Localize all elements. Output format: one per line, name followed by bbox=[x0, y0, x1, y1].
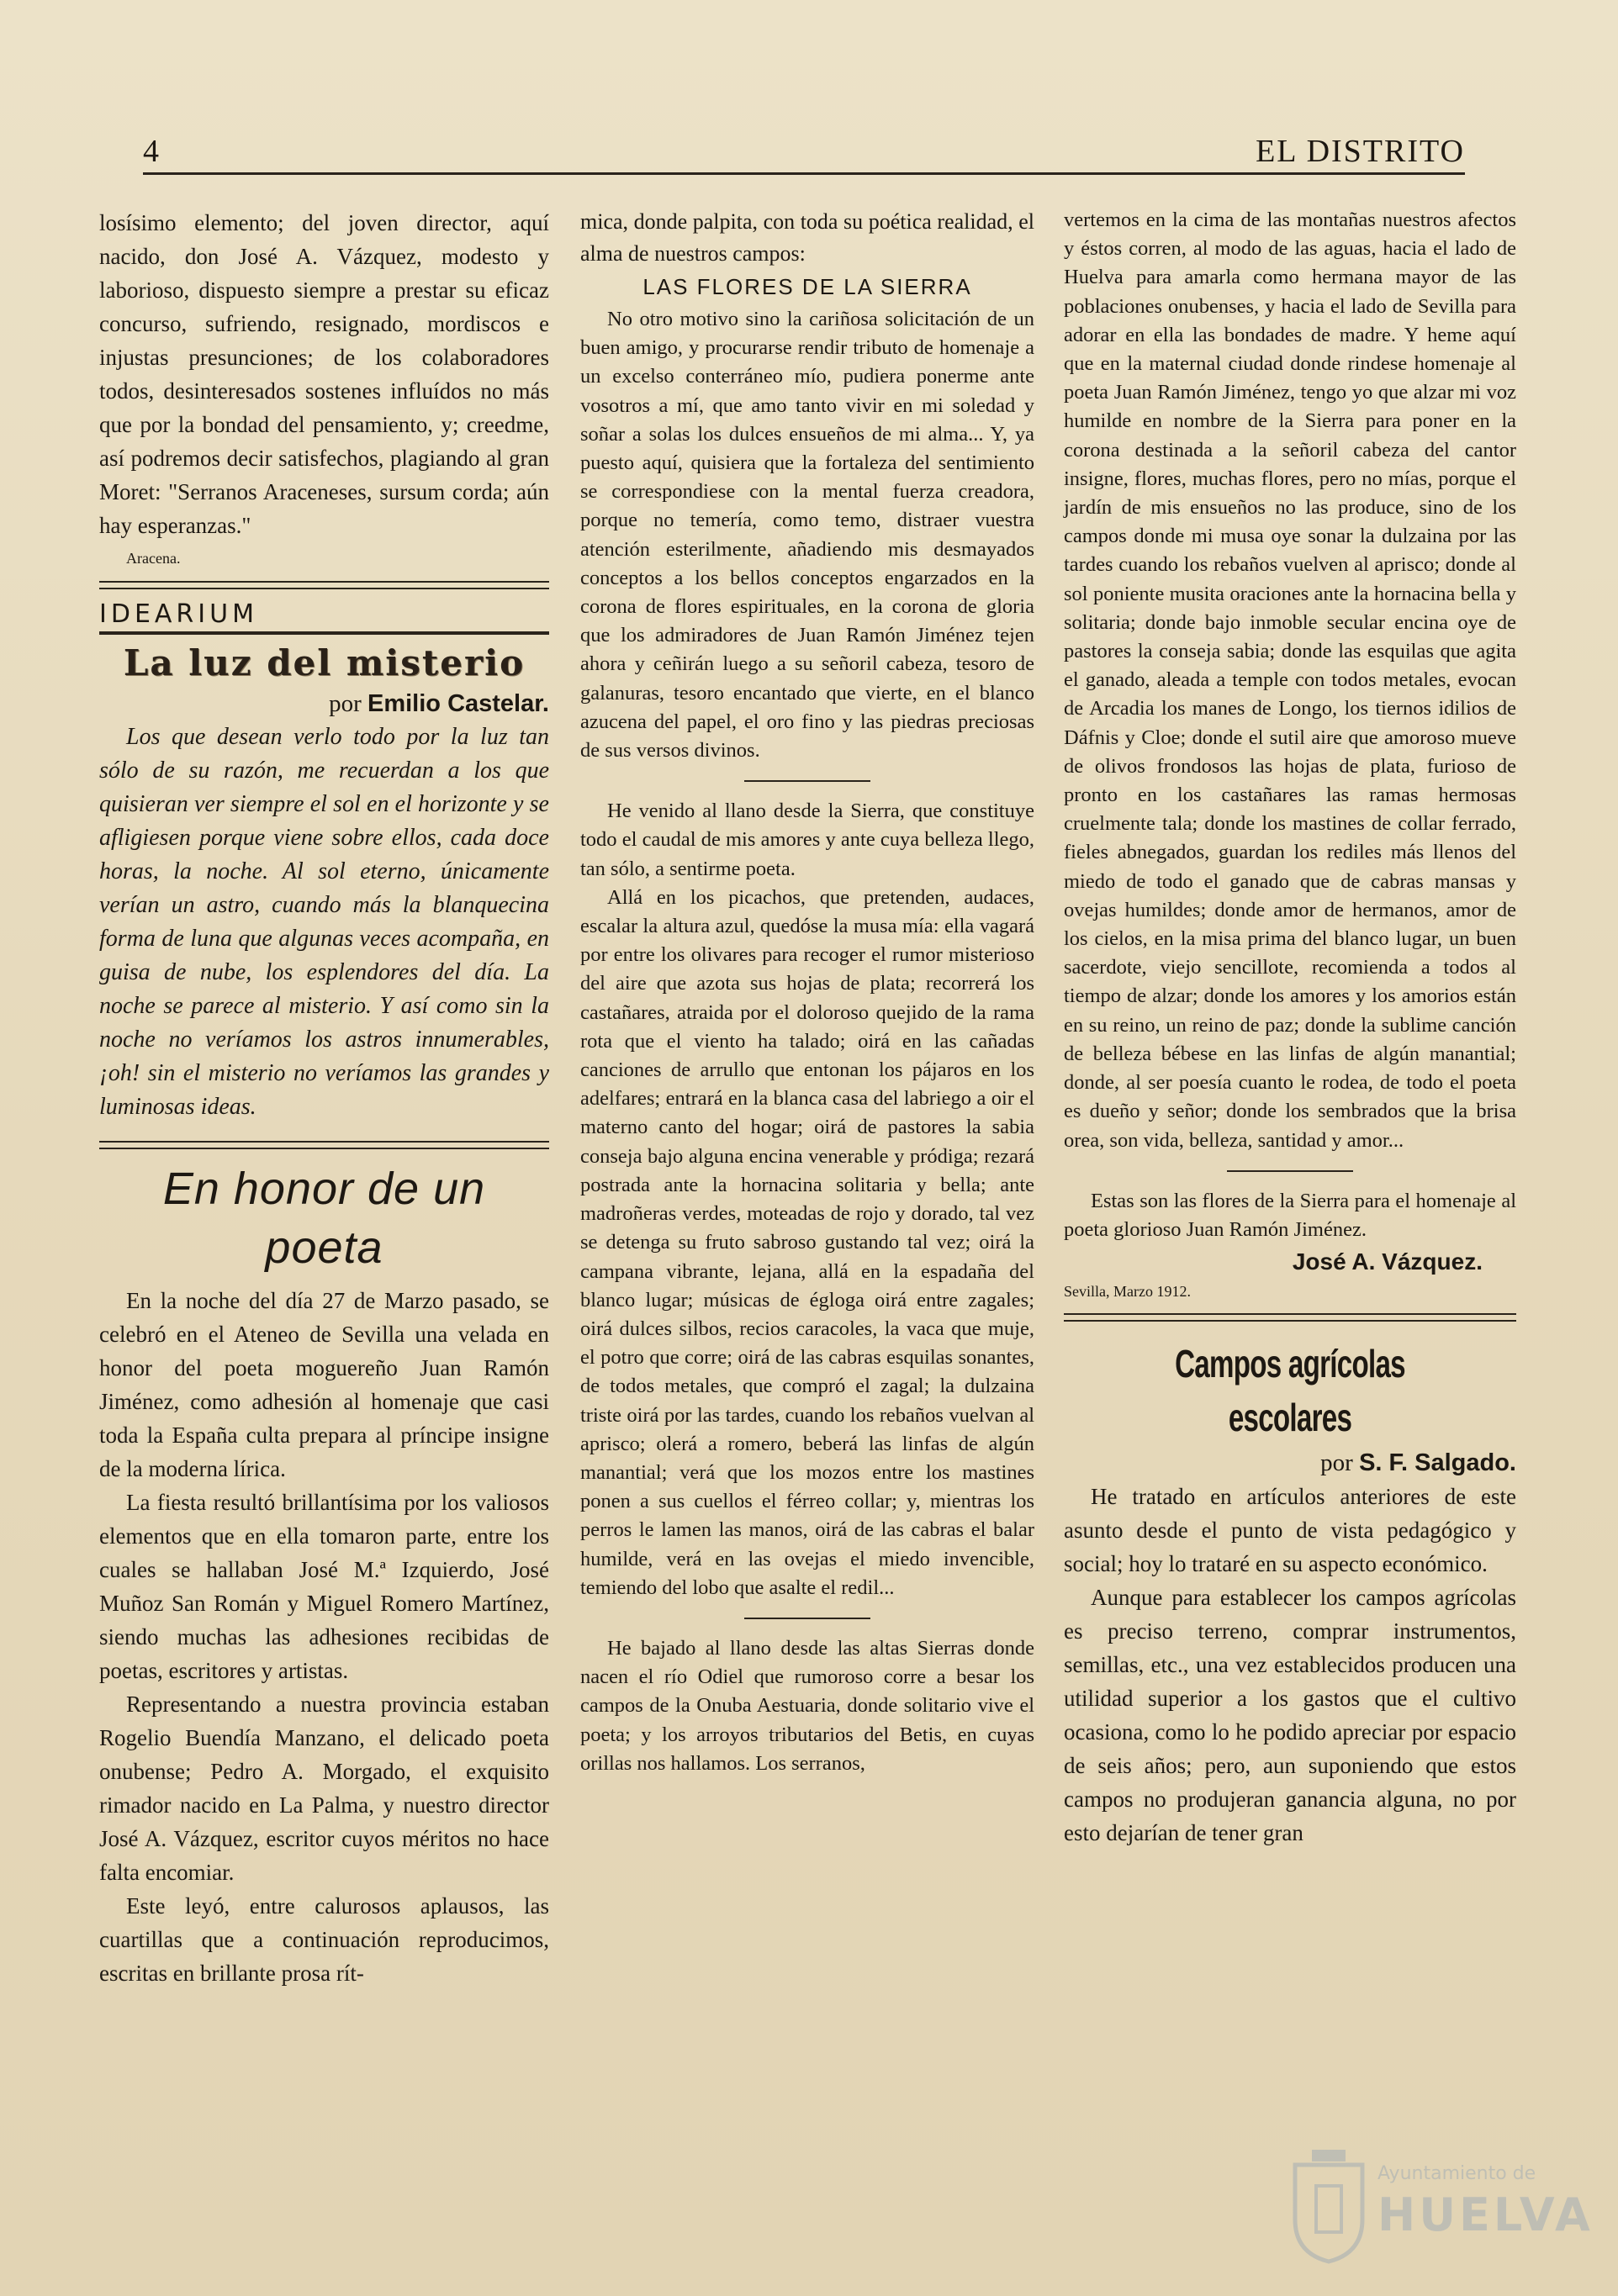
campos-paragraph: Aunque para establecer los campos agrícolas es preciso terreno, comprar instrumentos, semillas, etc., una vez establecidos producen una utilidad superior a los gastos que el cultivo ocasiona, como lo he podido apreciar por espacio de seis años; pero, aun suponiendo que estos campos no produjeran ganancia alguna, no por esto dejarían de tener gran bbox=[1064, 1585, 1516, 1846]
honor-paragraph: En la noche del día 27 de Marzo pasado, se celebró en el Ateneo de Sevilla una velada en honor del poeta moguereño Juan Ramón Jiménez, como adhesión al homenaje que casi toda la España culta prepara al príncipe insigne de la moderna lírica. bbox=[99, 1288, 549, 1481]
honor-paragraph: Representando a nuestra provincia estaban Rogelio Buendía Manzano, el delicado poeta onubense; Pedro A. Morgado, el exquisito rimador nacido en La Palma, y nuestro director José A. Vázquez, escritor cuyos méritos no hace falta encomiar. bbox=[99, 1692, 549, 1885]
byline-author: Emilio Castelar. bbox=[367, 690, 549, 717]
section-divider bbox=[99, 1141, 549, 1149]
idearium-byline bbox=[99, 687, 549, 720]
header-rule bbox=[143, 172, 1465, 175]
short-separator bbox=[744, 780, 870, 782]
coat-of-arms-icon bbox=[1287, 2140, 1371, 2266]
col1-intro-paragraph: losísimo elemento; del joven director, aquí nacido, don José A. Vázquez, modesto y laborioso, dispuesto siempre a prestar su eficaz concurso, sufriendo, resignado, mordiscos e injustas presunciones; de los colaboradores todos, desinteresados sostenes influídos no más que por la bondad del pensamiento, y; creedme, así podremos decir satisfechos, plagiando al gran Moret: "Serranos Araceneses, sursum corda; aún hay esperanzas." bbox=[99, 210, 549, 538]
section-divider bbox=[1064, 1313, 1516, 1322]
short-separator bbox=[1227, 1170, 1353, 1172]
column-3 bbox=[1064, 206, 1516, 1850]
flores-continuation: vertemos en la cima de las montañas nuestros afectos y éstos corren, al modo de las aguas, hacia el lado de Huelva para amarla como hermana mayor de las poblaciones onubenses, y hacia el lado de Sevilla para adorar en ella las bondades de madre. Y heme aquí que en la maternal ciudad donde rindese homenaje al poeta Juan Ramón Jiménez, tengo yo que alzar mi voz humilde en nombre de la Sierra para poner en la corona destinada a la señoril cabeza del cantor insigne, flores, muchas flores, pero no mías, porque el jardín de mis ensueños no las produce, sino de los campos donde mi musa oye sonar la dulzaina por las tardes cuando los rebaños vuelven al aprisco; donde al sol poniente musita oraciones ante la hornacina bella y solitaria; donde bajo inmoble secular encina oye de pastores la conseja sabia; donde las esquilas que agita el ganado, aleada a temple con todos metales, evocan de Arcadia los manes de Longo, los tiernos idilios de Dáfnis y Cloe; donde el sutil aire que amoroso mueve de olivos frondosos las hojas de plata, furioso de pronto en los castañares las ramas hermosas cruelmente tala; donde los mastines de collar ferrado, fieles abnegados, guardan los rediles más llenos del miedo de todo el ganado que de cabras mansas y ovejas humildes; donde amor de hermanos, amor de los cielos, en la misa prima del blanco lugar, un buen sacerdote, viejo sencillote, recomienda a todos al tiempo de alzar; donde los amores y los amorios están en su reino, un reino de paz; donde la sublime canción de belleza bébese en las linfas de algún manantial; donde, al ser poesía cuanto le rodea, de todo el poeta es dueño y señor; donde los sembrados que la brisa orea, son vida, belleza, santidad y amor... bbox=[1064, 208, 1516, 1152]
section-divider bbox=[99, 581, 549, 589]
campos-paragraph: He tratado en artículos anteriores de este asunto desde el punto de vista pedagógico y social; hoy lo trataré en su aspecto económico. bbox=[1064, 1484, 1516, 1577]
watermark-label: Ayuntamiento de bbox=[1377, 2163, 1536, 2184]
short-separator bbox=[744, 1618, 870, 1619]
page-number: 4 bbox=[143, 134, 159, 169]
archive-watermark bbox=[1287, 2140, 1594, 2266]
column-1 bbox=[99, 206, 549, 1990]
idearium-label: IDEARIUM bbox=[99, 599, 258, 629]
byline-por: por bbox=[329, 690, 362, 717]
byline-por: por bbox=[1320, 1449, 1353, 1477]
honor-paragraph: Este leyó, entre calurosos aplausos, las cuartillas que a continuación reproducimos, escritas en brillante prosa rít- bbox=[99, 1893, 549, 1986]
flores-title: LAS FLORES DE LA SIERRA bbox=[642, 274, 972, 299]
column-2 bbox=[580, 206, 1034, 1778]
page-header bbox=[143, 133, 1465, 169]
flores-paragraph: He venido al llano desde la Sierra, que constituye todo el caudal de mis amores y ante cuya belleza llego, tan sólo, a sentirme poeta. bbox=[580, 800, 1034, 880]
place-date: Sevilla, Marzo 1912. bbox=[1064, 1283, 1191, 1301]
byline-author: S. F. Salgado. bbox=[1359, 1449, 1516, 1477]
honor-title: En honor de un poeta bbox=[162, 1164, 486, 1273]
idearium-text: Los que desean verlo todo por la luz tan sólo de su razón, me recuerdan a los que quisieran ver siempre el sol en el horizonte y se afligiesen porque viene sobre ellos, cada doce horas, la noche. Al sol eterno, únicamente verían un astro, cuando más la blanquecina forma de luna que algunas veces acompaña, en guisa de nube, los esplendores del día. La noche se parece al misterio. Y así como sin la noche no veríamos los astros innumerables, ¡oh! sin el misterio no veríamos las grandes y luminosas ideas. bbox=[99, 724, 549, 1120]
flores-paragraph: Allá en los picachos, que pretenden, audaces, escalar la altura azul, quedóse la musa mía: ella vagará por entre los olivares para recoger el rumor misterioso del aire que azota sus hojas de plata; recorrerá los castañares, atraida por el doloroso quejido de la rama rota que el viento ha talado; oirá en las cañadas canciones de arrullo que entonan los pájaros en los adelfares; entrará en la blanca casa del labriego a oir el materno canto del hogar; oirá de pastores la sabia conseja bajo alguna encina venerable y pródiga; rezará postrada ante la hornacina solitaria y bella; ante madroñeras verdes, moteadas de rojo y dorado, tal vez se detenga su fruto sabroso gustando tal vez; oirá la campana vibrante, lejana, allá en la espadaña del blanco lugar; músicas de égloga oirá entre zagales; oirá dulces silbos, recios caracoles, la vaca que muje, el potro que corre; oirá de las cabras esquilas sonantes, de todos metales, que compró el zagal; la dulzaina triste oirá por las tardes, cuando los rebaños vuelvan al aprisco; olerá a romero, beberá las linfas de algún manantial; verá que los mozos entre los mastines ponen a sus cuellos el férreo collar; y, mientras los perros le lamen las manos, oirá de las cabras el balar humilde, verá en las ovejas el miedo invencible, temiendo del lobo que asalte el redil... bbox=[580, 885, 1034, 1599]
newspaper-name: EL DISTRITO bbox=[1256, 134, 1465, 169]
author-signature: José A. Vázquez. bbox=[1292, 1248, 1483, 1275]
flores-paragraph: No otro motivo sino la cariñosa solicitación de un buen amigo, y procurarse rendir tributo de homenaje a un excelso conterráneo mío, pudiera ponerme ante vosotros a mí, que amo tanto vivir en mi soledad y soñar a solas los dulces ensueños de mi alma... Y, ya puesto aquí, quisiera que la fortaleza del sentimiento se correspondiese con la mental fuerza creadora, porque no temería, como temo, distraer vuestra atención esterilmente, añadiendo mis desmayados conceptos a los bellos conceptos engarzados en la corona de flores espirituales, en la corona de gloria que los admiradores de Juan Ramón Jiménez tejen ahora y ceñirán luego a su señoril cabeza, tesoro de galanuras, tesoro encantado que vierte, en el blanco azucena del papel, el oro fino y las piedras preciosas de sus versos divinos. bbox=[580, 308, 1034, 763]
flores-closing: Estas son las flores de la Sierra para el homenaje al poeta glorioso Juan Ramón Jiménez. bbox=[1064, 1189, 1516, 1241]
place-aracena: Aracena. bbox=[126, 550, 181, 567]
idearium-rule bbox=[99, 631, 549, 635]
campos-title: Campos agrícolas escolares bbox=[1175, 1342, 1405, 1440]
col2-intro: mica, donde palpita, con toda su poética realidad, el alma de nuestros campos: bbox=[580, 209, 1034, 266]
campos-byline bbox=[1064, 1446, 1516, 1480]
watermark-city: HUELVA bbox=[1377, 2188, 1594, 2241]
idearium-title: La luz del misterio bbox=[123, 642, 526, 684]
flores-paragraph: He bajado al llano desde las altas Sierras donde nacen el río Odiel que rumoroso corre a besar los campos de la Onuba Aestuaria, donde solitario vive el poeta; y los arroyos tributarios del Betis, en cuyas orillas nos hallamos. Los serranos, bbox=[580, 1636, 1034, 1775]
honor-paragraph: La fiesta resultó brillantísima por los valiosos elementos que en ella tomaron parte, entre los cuales se hallaban José M.ª Izquierdo, José Muñoz San Román y Miguel Romero Martínez, siendo muchas las adhesiones recibidas de poetas, escritores y artistas. bbox=[99, 1490, 549, 1683]
